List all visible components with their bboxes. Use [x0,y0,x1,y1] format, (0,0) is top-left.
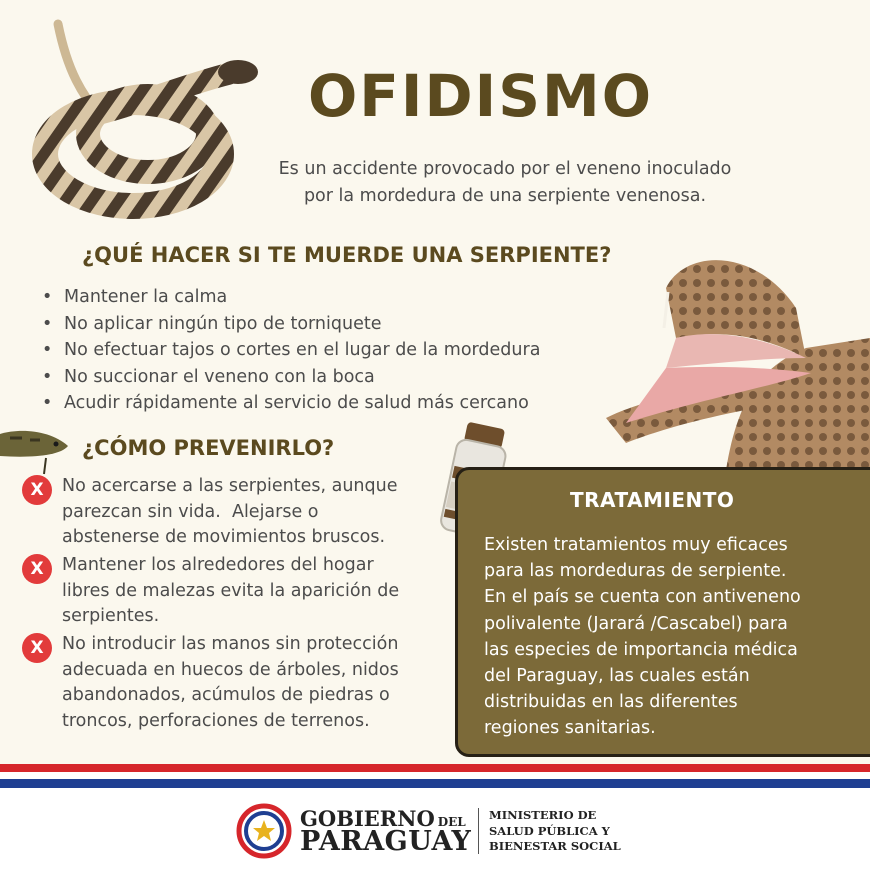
text-line: polivalente (Jarará /Cascabel) para [484,613,788,634]
prevention-text [62,553,442,630]
text-line: DEL [437,815,466,829]
text-line: troncos, perforaciones de terrenos. [62,710,370,731]
prevention-text [62,474,442,551]
text-line: MINISTERIO DE [489,808,597,822]
text-line: del Paraguay, las cuales están [484,666,750,687]
snake-head-open-mouth-image [606,248,870,470]
prevention-item [22,632,442,734]
text-line: para las mordeduras de serpiente. [484,561,787,582]
prevention-item [22,474,442,551]
x-mark-icon: X [22,475,52,505]
what-to-do-list [38,284,540,417]
x-mark-icon: X [22,554,52,584]
text-line: regiones sanitarias. [484,718,656,739]
text-line: abstenerse de movimientos bruscos. [62,527,386,547]
text-line: distribuidas en las diferentes [484,692,738,713]
flag-stripe-red [0,764,870,772]
footer-divider [478,808,479,854]
text-line: serpientes. [62,606,160,626]
list-item: • No aplicar ningún tipo de torniquete [38,311,540,338]
list-item: • No efectuar tajos o cortes en el lugar de la mordedura [38,337,540,364]
text-line: SALUD PÚBLICA Y [489,823,610,838]
list-item: • Mantener la calma [38,284,540,311]
prevention-item [22,553,442,630]
treatment-heading: TRATAMIENTO [570,488,735,512]
paraguay-seal-icon [236,803,292,859]
treatment-text [484,532,854,742]
text-line: abandonados, acúmulos de piedras o [62,685,390,705]
text-line: parezcan sin vida. Alejarse o [62,501,319,522]
text-line: libres de malezas evita la aparición de [62,580,400,601]
flag-stripe-blue [0,779,870,788]
what-to-do-heading: ¿QUÉ HACER SI TE MUERDE UNA SERPIENTE? [82,243,612,267]
text-line: adecuada en huecos de árboles, nidos [62,659,399,680]
coiled-snake-image [28,14,258,229]
x-mark-icon: X [22,633,52,663]
small-snake-head-image [0,424,72,476]
prevention-heading: ¿CÓMO PREVENIRLO? [82,436,335,460]
intro-text [240,156,770,210]
list-item: • No succionar el veneno con la boca [38,364,540,391]
text-line: Existen tratamientos muy eficaces [484,535,788,555]
text-line: En el país se cuenta con antiveneno [484,587,801,608]
flag-stripe-white [0,772,870,779]
text-line: No acercarse a las serpientes, aunque [62,476,398,496]
text-line: No introducir las manos sin protección [62,634,399,654]
page-title: OFIDISMO [308,62,654,130]
prevention-text [62,632,442,734]
text-line: las especies de importancia médica [484,639,798,660]
government-name-line2: PARAGUAY [300,826,472,857]
text-line: BIENESTAR SOCIAL [489,839,621,853]
list-item: • Acudir rápidamente al servicio de salud más cercano [38,390,540,417]
intro-line: por la mordedura de una serpiente venenosa. [303,186,707,206]
text-line: Mantener los alrededores del hogar [62,555,374,575]
text-line: GOBIERNO [300,806,435,831]
ministry-name [489,808,621,855]
intro-line: Es un accidente provocado por el veneno inoculado [278,159,732,179]
